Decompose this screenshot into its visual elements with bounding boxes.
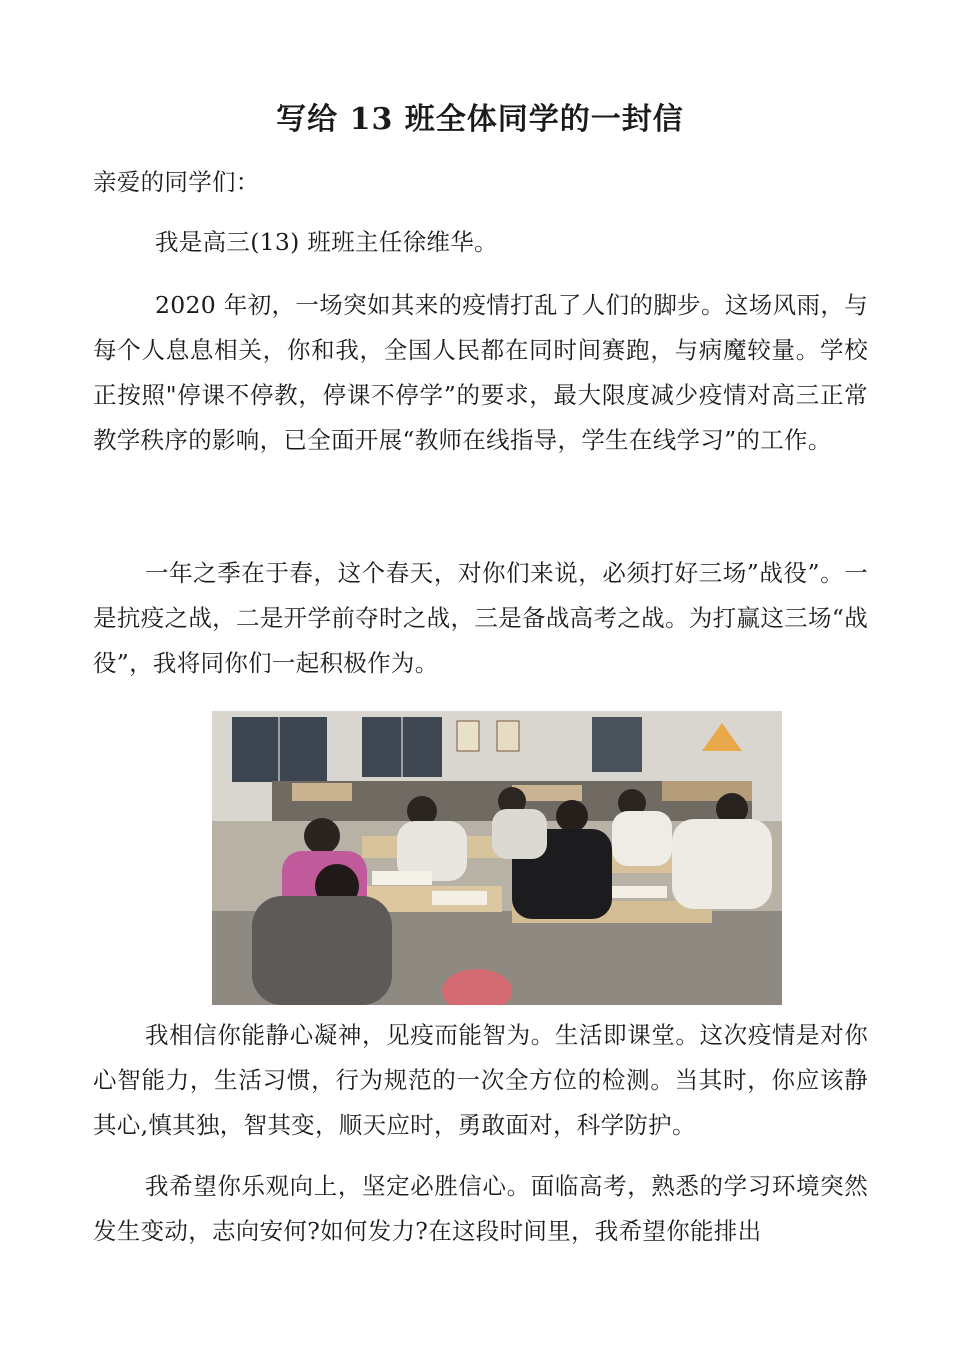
paragraph-intro: 我是高三(13) 班班主任徐维华。 xyxy=(155,228,498,256)
greeting: 亲爱的同学们： xyxy=(93,168,260,196)
paragraph-optimism: 我希望你乐观向上，坚定必胜信心。面临高考，熟悉的学习环境突然发生变动，志向安何?如何发力?在这段时间里，我希望你能排出 xyxy=(93,1172,868,1245)
paragraph-epidemic: 2020 年初，一场突如其来的疫情打乱了人们的脚步。这场风雨，与每个人息息相关，你和我，全国人民都在同时间赛跑，与病魔较量。学校正按照"停课不停教，停课不停学”的要求，最大限度减少疫情对高三正常教学秩序的影响，已全面开展“教师在线指导，学生在线学习”的工作。 xyxy=(93,291,868,454)
paragraph-three-battles: 一年之季在于春，这个春天，对你们来说，必须打好三场”战役”。一是抗疫之战，二是开学前夺时之战，三是备战高考之战。为打赢这三场“战役”，我将同你们一起积极作为。 xyxy=(93,559,868,677)
classroom-photo xyxy=(212,711,782,1005)
letter-title: 写给 13 班全体同学的一封信 xyxy=(276,102,684,137)
paragraph-confidence: 我相信你能静心凝神，见疫而能智为。生活即课堂。这次疫情是对你心智能力，生活习惯，行为规范的一次全方位的检测。当其时，你应该静其心,慎其独，智其变，顺天应时，勇敢面对，科学防护。 xyxy=(93,1021,868,1139)
